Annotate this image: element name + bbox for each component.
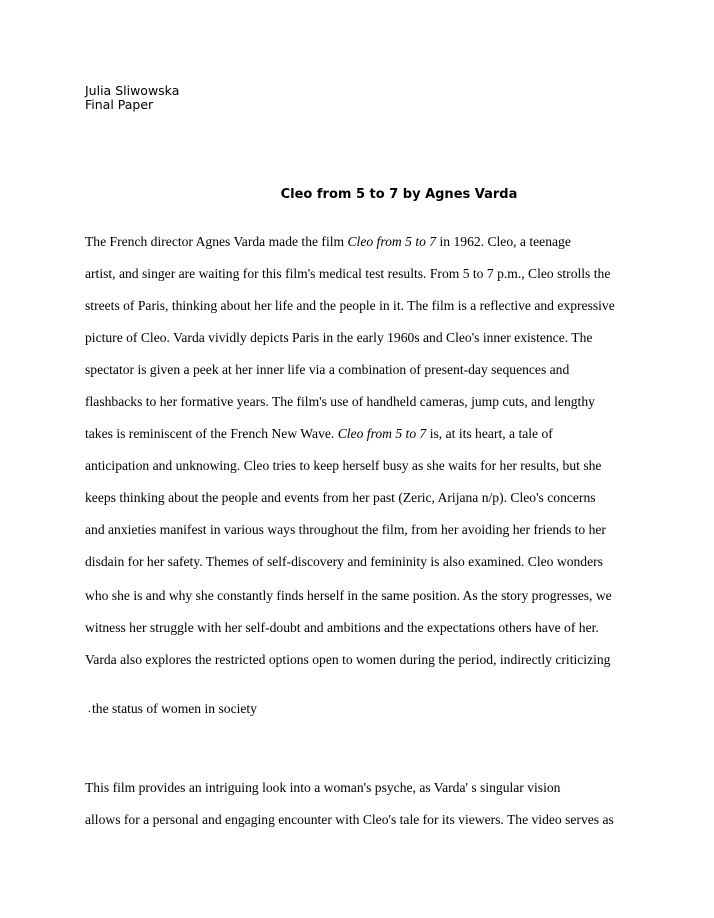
paragraph-line xyxy=(85,234,571,250)
text-span: in 1962. Cleo, a teenage xyxy=(436,234,571,249)
paragraph-line: witness her struggle with her self-doubt and ambitions and the expectations others have of her. xyxy=(85,620,599,635)
paragraph-line: the status of women in society xyxy=(92,701,257,716)
document-type: Final Paper xyxy=(85,97,154,112)
paragraph-line: and anxieties manifest in various ways throughout the film, from her avoiding her friends to her xyxy=(85,522,606,537)
text-span: takes is reminiscent of the French New Wave. xyxy=(85,426,338,441)
paragraph-line xyxy=(85,426,553,442)
author-name: Julia Sliwowska xyxy=(85,83,180,98)
document-header xyxy=(85,84,179,112)
paragraph-line: This film provides an intriguing look into a woman's psyche, as Varda' s singular vision xyxy=(85,780,561,795)
paragraph-line: Varda also explores the restricted options open to women during the period, indirectly criticizing xyxy=(85,652,611,667)
paragraph-line: spectator is given a peek at her inner life via a combination of present-day sequences and xyxy=(85,362,570,377)
paragraph-line: allows for a personal and engaging encounter with Cleo's tale for its viewers. The video serves as xyxy=(85,812,614,827)
paragraph-line: flashbacks to her formative years. The film's use of handheld cameras, jump cuts, and lengthy xyxy=(85,394,595,409)
text-span: is, at its heart, a tale of xyxy=(426,426,553,441)
stray-mark: . xyxy=(88,703,91,715)
paper-title: Cleo from 5 to 7 by Agnes Varda xyxy=(280,187,518,202)
film-title-italic: Cleo from 5 to 7 xyxy=(337,426,427,441)
paragraph-line: keeps thinking about the people and events from her past (Zeric, Arijana n/p). Cleo's concerns xyxy=(85,490,596,505)
paragraph-line: who she is and why she constantly finds herself in the same position. As the story progresses, we xyxy=(85,588,612,603)
paragraph-line: artist, and singer are waiting for this film's medical test results. From 5 to 7 p.m., Cleo strolls the xyxy=(85,266,611,281)
paragraph-line: disdain for her safety. Themes of self-discovery and femininity is also examined. Cleo wonders xyxy=(85,554,603,569)
paragraph-line: anticipation and unknowing. Cleo tries to keep herself busy as she waits for her results, but she xyxy=(85,458,602,473)
paragraph-line: picture of Cleo. Varda vividly depicts Paris in the early 1960s and Cleo's inner existence. The xyxy=(85,330,593,345)
text-span: The French director Agnes Varda made the film xyxy=(85,234,348,249)
film-title-italic: Cleo from 5 to 7 xyxy=(347,234,437,249)
paragraph-line: streets of Paris, thinking about her life and the people in it. The film is a reflective and expressive xyxy=(85,298,615,313)
